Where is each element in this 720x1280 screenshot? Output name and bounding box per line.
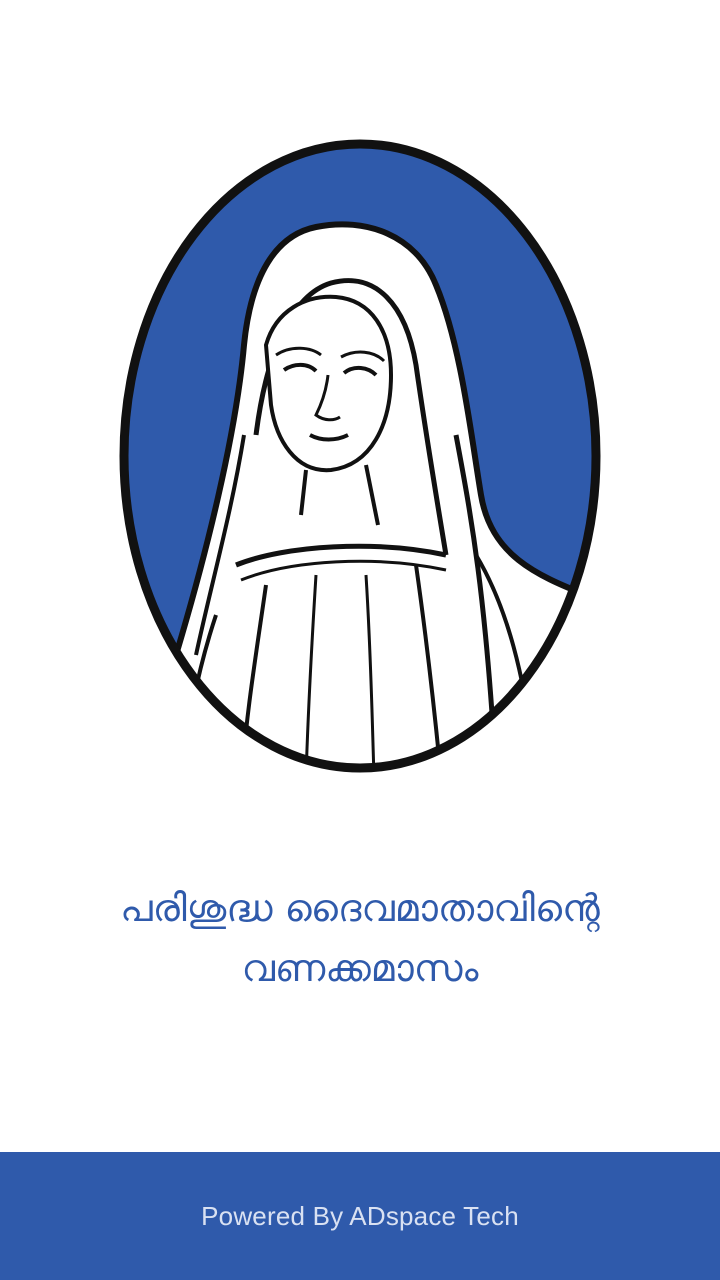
app-title-line-2: വണക്കമാസം: [241, 946, 479, 990]
app-title: [0, 878, 720, 998]
app-title-line-1: പരിശുദ്ധ ദൈവമാതാവിന്റെ: [120, 886, 600, 930]
virgin-mary-portrait-icon: [116, 135, 604, 777]
footer-credit: Powered By ADspace Tech: [201, 1200, 519, 1231]
footer-bar: [0, 1152, 720, 1280]
